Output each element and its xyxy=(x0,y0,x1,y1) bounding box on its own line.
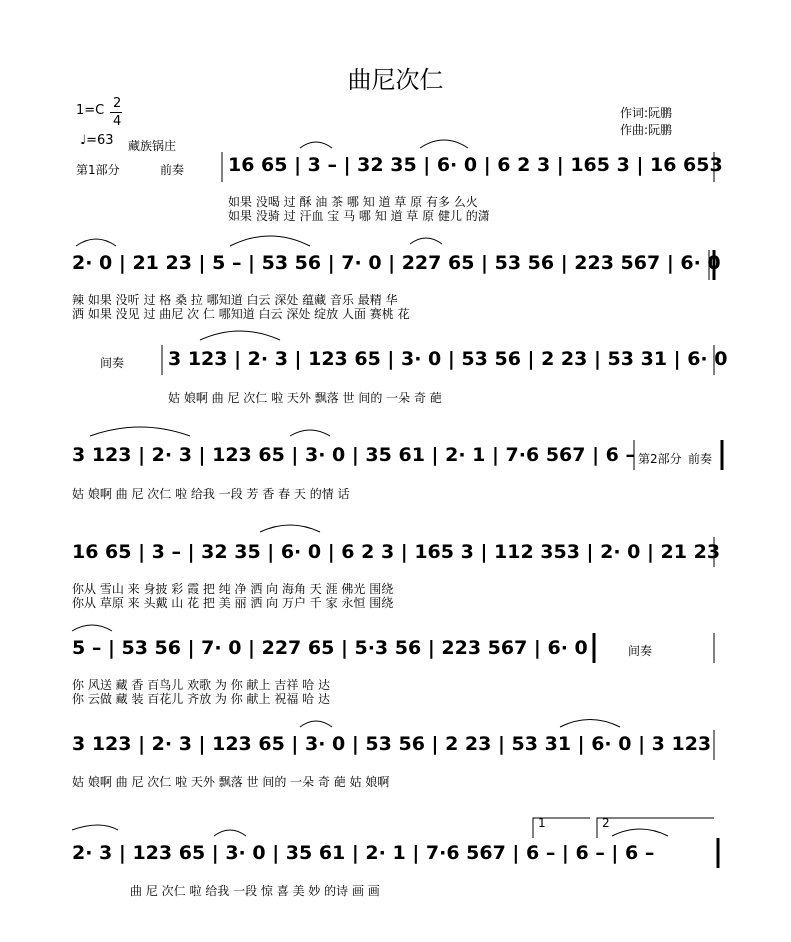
ending-bracket-label: 2 xyxy=(602,816,610,830)
section-label: 前奏 xyxy=(688,452,713,466)
lyricist-credit: 作词:阮鹏 xyxy=(620,106,673,120)
composer-credit: 作曲:阮鹏 xyxy=(620,123,673,137)
notation-row: 5 – | 53 56 | 7· 0 | 227 65 | 5·3 56 | 223 567 | 6· 0 xyxy=(72,637,588,659)
lyric-line: 你从 雪山 来 身披 彩 霞 把 纯 净 洒 向 海角 天 涯 佛光 围绕 xyxy=(72,582,394,596)
ending-bracket-label: 1 xyxy=(538,816,546,830)
lyric-line: 姑 娘啊 曲 尼 次仁 啦 给我 一段 芳 香 春 天 的情 话 xyxy=(72,487,350,501)
time-signature-bottom: 4 xyxy=(113,114,122,129)
page-title: 曲尼次仁 xyxy=(347,66,444,94)
notation-row: 16 65 | 3 – | 32 35 | 6· 0 | 6 2 3 | 165 3 | 112 353 | 2· 0 | 21 23 xyxy=(72,541,721,563)
section-label: 间奏 xyxy=(628,644,653,658)
lyric-line: 如果 没喝 过 酥 油 茶 哪 知 道 草 原 有多 么火 xyxy=(228,195,478,209)
section-label: 间奏 xyxy=(100,356,125,370)
lyric-line: 你 云做 藏 装 百花儿 齐放 为 你 献上 祝福 哈 达 xyxy=(72,692,330,706)
style-marking: 藏族锅庄 xyxy=(128,139,177,153)
notation-row: 16 65 | 3 – | 32 35 | 6· 0 | 6 2 3 | 165 3 | 16 653 xyxy=(228,154,723,176)
lyric-line: 姑 娘啊 曲 尼 次仁 啦 天外 飘落 世 间的 一朵 奇 葩 姑 娘啊 xyxy=(72,775,390,789)
notation-row: 3 123 | 2· 3 | 123 65 | 3· 0 | 35 61 | 2· 1 | 7·6 567 | 6 – xyxy=(72,444,635,466)
notation-row: 2· 0 | 21 23 | 5 – | 53 56 | 7· 0 | 227 65 | 53 56 | 223 567 | 6· 0 xyxy=(72,252,721,274)
lyric-line: 辣 如果 没听 过 格 桑 拉 哪知道 白云 深处 蕴藏 音乐 最精 华 xyxy=(72,293,398,307)
section-label: 前奏 xyxy=(160,163,185,177)
notation-row: 2· 3 | 123 65 | 3· 0 | 35 61 | 2· 1 | 7·6 567 | 6 – | 6 – | 6 – xyxy=(72,842,655,864)
notation-row: 3 123 | 2· 3 | 123 65 | 3· 0 | 53 56 | 2 23 | 53 31 | 6· 0 xyxy=(168,348,728,370)
lyric-line: 洒 如果 没见 过 曲尼 次 仁 哪知道 白云 深处 绽放 人面 赛桃 花 xyxy=(72,307,410,321)
lyric-line: 你 风送 藏 香 百鸟儿 欢歌 为 你 献上 吉祥 哈 达 xyxy=(72,678,330,692)
lyric-line: 如果 没骑 过 汗血 宝 马 哪 知 道 草 原 健儿 的潇 xyxy=(228,209,490,223)
section-label: 第2部分 xyxy=(638,452,682,466)
lyric-line: 姑 娘啊 曲 尼 次仁 啦 天外 飘落 世 间的 一朵 奇 葩 xyxy=(168,391,442,405)
notation-row: 3 123 | 2· 3 | 123 65 | 3· 0 | 53 56 | 2 23 | 53 31 | 6· 0 | 3 123 xyxy=(72,733,712,755)
tempo-marking: ♩=63 xyxy=(80,133,114,148)
lyric-line: 你从 草原 来 头戴 山 花 把 美 丽 洒 向 万户 千 家 永恒 围绕 xyxy=(72,596,394,610)
time-signature-top: 2 xyxy=(113,96,122,111)
lyric-line: 曲 尼 次仁 啦 给我 一段 惊 喜 美 妙 的诗 画 画 xyxy=(130,884,380,898)
key-signature: 1=C xyxy=(76,103,105,118)
section-label: 第1部分 xyxy=(76,163,120,177)
